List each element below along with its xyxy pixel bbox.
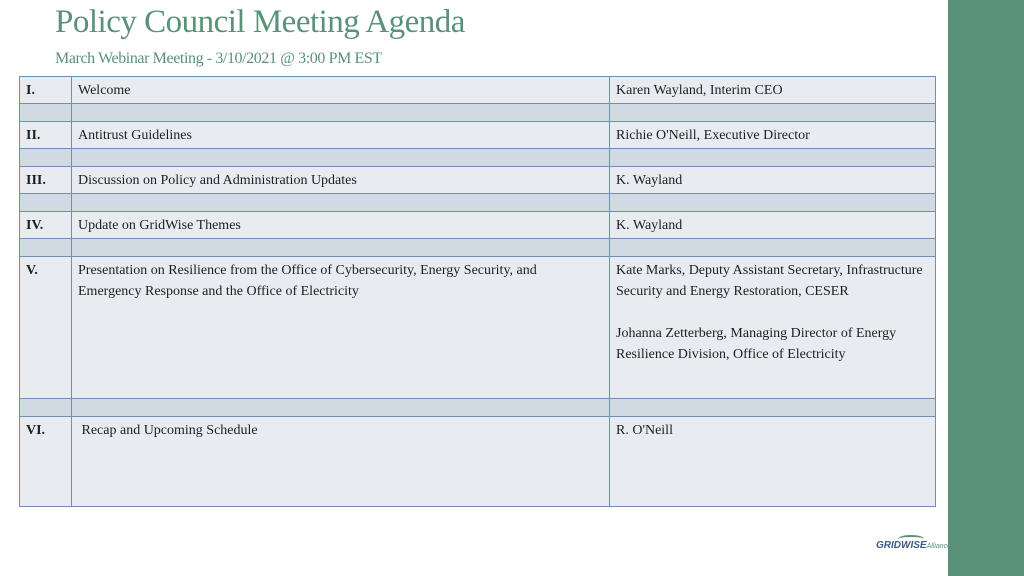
logo-suffix: Alliance: [926, 543, 952, 550]
agenda-presenter: K. Wayland: [610, 212, 936, 239]
side-accent-bar: [948, 0, 1024, 576]
presenter-secondary: Johanna Zetterberg, Managing Director of Energy Resilience Division, Office of Electricity: [616, 326, 897, 362]
agenda-number: I.: [20, 77, 72, 104]
agenda-number: III.: [20, 167, 72, 194]
agenda-presenter: [610, 257, 936, 399]
agenda-table: [19, 76, 936, 507]
logo-brand: GRIDWISE: [876, 540, 927, 551]
gridwise-logo: [876, 540, 951, 551]
agenda-presenter: K. Wayland: [610, 167, 936, 194]
agenda-row-5: [20, 257, 936, 399]
spacer-row: [20, 399, 936, 417]
page-title: Policy Council Meeting Agenda: [55, 4, 465, 40]
agenda-row-2: [20, 122, 936, 149]
agenda-row-3: [20, 167, 936, 194]
agenda-topic: Welcome: [72, 77, 610, 104]
agenda-topic: Recap and Upcoming Schedule: [72, 417, 610, 507]
agenda-number: VI.: [20, 417, 72, 507]
spacer-row: [20, 239, 936, 257]
agenda-topic: Antitrust Guidelines: [72, 122, 610, 149]
spacer-row: [20, 194, 936, 212]
spacer-row: [20, 104, 936, 122]
agenda-row-4: [20, 212, 936, 239]
agenda-topic: Discussion on Policy and Administration Updates: [72, 167, 610, 194]
agenda-presenter: Richie O'Neill, Executive Director: [610, 122, 936, 149]
agenda-number: V.: [20, 257, 72, 399]
agenda-number: IV.: [20, 212, 72, 239]
agenda-topic: Update on GridWise Themes: [72, 212, 610, 239]
agenda-row-6: [20, 417, 936, 507]
agenda-presenter: R. O'Neill: [610, 417, 936, 507]
agenda-row-1: [20, 77, 936, 104]
page-subtitle: March Webinar Meeting - 3/10/2021 @ 3:00 PM EST: [55, 50, 382, 67]
presenter-primary: Kate Marks, Deputy Assistant Secretary, Infrastructure Security and Energy Restoration, CESER: [616, 263, 923, 299]
logo-swoosh-icon: [898, 535, 924, 543]
agenda-number: II.: [20, 122, 72, 149]
spacer-row: [20, 149, 936, 167]
agenda-topic: Presentation on Resilience from the Office of Cybersecurity, Energy Security, and Emergency Response and the Office of Electricity: [72, 257, 610, 399]
agenda-presenter: Karen Wayland, Interim CEO: [610, 77, 936, 104]
